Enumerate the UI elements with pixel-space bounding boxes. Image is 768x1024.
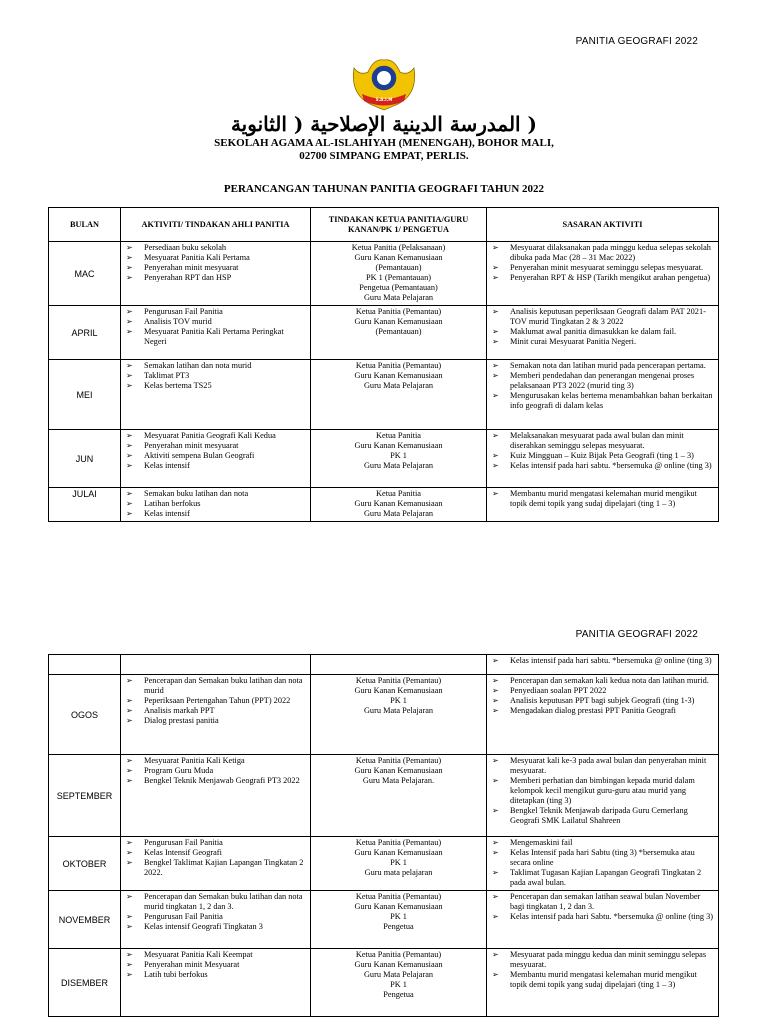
responsible-line: PK 1	[390, 980, 407, 989]
column-header-aktiviti: AKTIVITI/ TINDAKAN AHLI PANITIA	[121, 208, 311, 242]
responsible-line: Pengetua (Pemantauan)	[359, 283, 438, 292]
activity-item: ➢ Pengurusan Fail Panitia	[124, 838, 307, 848]
activities-cell	[121, 837, 311, 891]
table-row	[49, 837, 719, 891]
annual-plan-table-page-2	[48, 654, 719, 1017]
target-item: ➢ Pencerapan dan semakan latihan seawal bulan November bagi tingkatan 1, 2 dan 3.	[490, 892, 715, 912]
activity-item: ➢ Mesyuarat Panitia Kali Pertama Peringkat Negeri	[124, 327, 307, 347]
activity-item: ➢ Aktiviti sempena Bulan Geografi	[124, 451, 307, 461]
target-item: ➢ Maklumat awal panitia dimasukkan ke dalam fail.	[490, 327, 715, 337]
activity-item: ➢ Penyerahan minit mesyuarat	[124, 441, 307, 451]
responsible-line: Ketua Panitia	[376, 489, 421, 498]
targets-cell	[487, 891, 719, 949]
month-cell: OKTOBER	[49, 837, 121, 891]
responsible-line: Ketua Panitia (Pelaksanaan)	[351, 243, 446, 252]
responsible-line: Guru Kanan Kemanusiaan	[354, 253, 443, 262]
month-cell: JUN	[49, 430, 121, 488]
responsible-line: (Pemantauan)	[375, 263, 422, 272]
responsible-cell	[311, 488, 487, 522]
activity-item: ➢ Dialog prestasi panitia	[124, 716, 307, 726]
target-item: ➢ Analisis keputusan peperiksaan Geografi dalam PAT 2021-TOV murid Tingkatan 2 & 3 2022	[490, 307, 715, 327]
activity-item: ➢ Bengkel Teknik Menjawab Geografi PT3 2022	[124, 776, 307, 786]
target-item: ➢ Bengkel Teknik Menjawab daripada Guru Cemerlang Geografi SMK Lailatul Shahreen	[490, 806, 715, 826]
responsible-cell	[311, 755, 487, 837]
page-header-label: PANITIA GEOGRAFI 2022	[575, 36, 698, 47]
target-item: ➢ Analisis keputusan PPT bagi subjek Geografi (ting 1-3)	[490, 696, 715, 706]
responsible-line: PK 1	[390, 696, 407, 705]
responsible-line: Ketua Panitia	[376, 431, 421, 440]
activity-item: ➢ Kelas intensif	[124, 461, 307, 471]
responsible-line: PK 1	[390, 858, 407, 867]
responsible-line: Ketua Panitia (Pemantau)	[355, 756, 442, 765]
school-address-line-1: SEKOLAH AGAMA AL-ISLAHIYAH (MENENGAH), BOHOR MALI,	[214, 137, 554, 149]
responsible-line: Guru Mata Pelajaran	[363, 970, 434, 979]
responsible-line: Ketua Panitia (Pemantau)	[355, 361, 442, 370]
target-item: ➢ Pencerapan dan semakan kali kedua nota dan latihan murid.	[490, 676, 715, 686]
responsible-cell	[311, 655, 487, 675]
school-name-arabic: ( المدرسة الدينية الإصلاحية ( الثانوية	[230, 112, 538, 136]
target-item: ➢ Kelas intensif pada hari sabtu. *bersemuka @ online (ting 3)	[490, 461, 715, 471]
targets-cell	[487, 655, 719, 675]
responsible-line: Guru Kanan Kemanusiaan	[354, 499, 443, 508]
plan-title: PERANCANGAN TAHUNAN PANITIA GEOGRAFI TAHUN 2022	[223, 183, 545, 195]
activity-item: ➢ Pencerapan dan Semakan buku latihan dan nota murid	[124, 676, 307, 696]
responsible-line: PK 1	[390, 451, 407, 460]
responsible-line: PK 1	[390, 912, 407, 921]
table-row	[49, 949, 719, 1017]
activities-cell	[121, 430, 311, 488]
table-row	[49, 488, 719, 522]
activities-cell	[121, 242, 311, 306]
target-item: ➢ Kelas intensif pada hari Sabtu. *bersemuka @ online (ting 3)	[490, 912, 715, 922]
target-item: ➢ Semakan nota dan latihan murid pada pencerapan pertama.	[490, 361, 715, 371]
target-item: ➢ Penyerahan RPT & HSP (Tarikh mengikut arahan pengetua)	[490, 273, 715, 283]
responsible-line: Guru Mata Pelajaran	[363, 509, 434, 518]
responsible-line: Pengetua	[383, 922, 414, 931]
activity-item: ➢ Pengurusan Fail Panitia	[124, 307, 307, 317]
activity-item: ➢ Analisis markah PPT	[124, 706, 307, 716]
month-cell: DISEMBER	[49, 949, 121, 1017]
target-item: ➢ Mesyuarat pada minggu kedua dan minit seminggu selepas mesyuarat.	[490, 950, 715, 970]
responsible-cell	[311, 837, 487, 891]
target-item: ➢ Mesyuarat dilaksanakan pada minggu kedua selepas sekolah dibuka pada Mac (28 – 31 Mac 2022)	[490, 243, 715, 263]
activity-item: ➢ Taklimat PT3	[124, 371, 307, 381]
activity-item: ➢ Kelas bertema TS25	[124, 381, 307, 391]
activity-item: ➢ Penyerahan minit mesyuarat	[124, 263, 307, 273]
month-cell: SEPTEMBER	[49, 755, 121, 837]
activity-item: ➢ Program Guru Muda	[124, 766, 307, 776]
responsible-line: Guru Mata Pelajaran	[363, 461, 434, 470]
activities-cell	[121, 360, 311, 430]
responsible-line: Guru Kanan Kemanusiaan	[354, 317, 443, 326]
responsible-line: Guru Mata Pelajaran.	[362, 776, 435, 785]
target-item: ➢ Mengemaskini fail	[490, 838, 715, 848]
activities-cell	[121, 755, 311, 837]
annual-plan-table-page-1	[48, 207, 719, 522]
table-row	[49, 242, 719, 306]
responsible-cell	[311, 949, 487, 1017]
table-row	[49, 306, 719, 360]
activities-cell	[121, 655, 311, 675]
target-item: ➢ Membantu murid mengatasi kelemahan murid mengikut topik demi topik yang sudaj dipelajari (ting 1 – 3)	[490, 970, 715, 990]
school-address-line-2: 02700 SIMPANG EMPAT, PERLIS.	[299, 150, 469, 162]
month-cell: MEI	[49, 360, 121, 430]
responsible-line: Guru Kanan Kemanusiaan	[354, 441, 443, 450]
activity-item: ➢ Kelas Intensif Geografi	[124, 848, 307, 858]
month-cell: OGOS	[49, 675, 121, 755]
column-header-sasaran: SASARAN AKTIVITI	[487, 208, 719, 242]
responsible-cell	[311, 242, 487, 306]
target-item: ➢ Mesyuarat kali ke-3 pada awal bulan dan penyerahan minit mesyuarat.	[490, 756, 715, 776]
responsible-line: Guru Kanan Kemanusiaan	[354, 766, 443, 775]
responsible-line: Ketua Panitia (Pemantau)	[355, 307, 442, 316]
responsible-line: Guru Mata Pelajaran	[363, 381, 434, 390]
responsible-line: Ketua Panitia (Pemantau)	[355, 892, 442, 901]
month-cell: MAC	[49, 242, 121, 306]
responsible-line: Guru Kanan Kemanusiaan	[354, 371, 443, 380]
activity-item: ➢ Mesyuarat Panitia Kali Ketiga	[124, 756, 307, 766]
target-item: ➢ Mengurusakan kelas bertema menambahkan bahan berkaitan info geografi di dalam kelas	[490, 391, 715, 411]
activity-item: ➢ Semakan buku latihan dan nota	[124, 489, 307, 499]
responsible-line: Guru Mata Pelajaran	[363, 706, 434, 715]
activities-cell	[121, 949, 311, 1017]
target-item: ➢ Kuiz Mingguan – Kuiz Bijak Peta Geografi (ting 1 – 3)	[490, 451, 715, 461]
activity-item: ➢ Bengkel Taklimat Kajian Lapangan Tingkatan 2 2022.	[124, 858, 307, 878]
responsible-line: Ketua Panitia (Pemantau)	[355, 676, 442, 685]
activity-item: ➢ Latihan berfokus	[124, 499, 307, 509]
target-item: ➢ Minit curai Mesyuarat Panitia Negeri.	[490, 337, 715, 347]
target-item: ➢ Memberi pendedahan dan penerangan mengenai proses pelaksanaan PT3 2022 (murid ting 3)	[490, 371, 715, 391]
table-row	[49, 360, 719, 430]
target-item: ➢ Mengadakan dialog prestasi PPT Panitia Geografi	[490, 706, 715, 716]
activity-item: ➢ Semakan latihan dan nota murid	[124, 361, 307, 371]
responsible-line: Guru Mata Pelajaran	[363, 293, 434, 302]
activity-item: ➢ Peperiksaan Pertengahan Tahun (PPT) 2022	[124, 696, 307, 706]
targets-cell	[487, 488, 719, 522]
activity-item: ➢ Mesyuarat Panitia Kali Keempat	[124, 950, 307, 960]
month-cell: JULAI	[49, 488, 121, 522]
activities-cell	[121, 488, 311, 522]
responsible-cell	[311, 306, 487, 360]
table-row	[49, 430, 719, 488]
logo-text: S.A.I.M	[375, 97, 393, 102]
target-item: ➢ Memberi perhatian dan bimbingan kepada murid dalam kelompok kecil mengikut guru-guru atau murid yang ditetapkan (ting 3)	[490, 776, 715, 806]
column-header-tindakan: TINDAKAN KETUA PANITIA/GURU KANAN/PK 1/ PENGETUA	[311, 208, 487, 242]
column-header-bulan: BULAN	[49, 208, 121, 242]
responsible-line: Guru mata pelajaran	[364, 868, 433, 877]
table-row	[49, 891, 719, 949]
targets-cell	[487, 837, 719, 891]
targets-cell	[487, 430, 719, 488]
table-row	[49, 655, 719, 675]
target-item: ➢ Kelas intensif pada hari sabtu. *bersemuka @ online (ting 3)	[490, 656, 715, 666]
target-item: ➢ Penyerahan minit mesyuarat seminggu selepas mesyuarat.	[490, 263, 715, 273]
activity-item: ➢ Analisis TOV murid	[124, 317, 307, 327]
targets-cell	[487, 949, 719, 1017]
targets-cell	[487, 242, 719, 306]
school-crest-logo	[348, 54, 420, 112]
table-row	[49, 755, 719, 837]
target-item: ➢ Penyediaan soalan PPT 2022	[490, 686, 715, 696]
targets-cell	[487, 755, 719, 837]
target-item: ➢ Melaksanakan mesyuarat pada awal bulan dan minit diserahkan seminggu selepas mesyuarat.	[490, 431, 715, 451]
activity-item: ➢ Kelas intensif	[124, 509, 307, 519]
responsible-line: Ketua Panitia (Pemantau)	[355, 950, 442, 959]
activity-item: ➢ Kelas intensif Geografi Tingkatan 3	[124, 922, 307, 932]
activity-item: ➢ Mesyuarat Panitia Geografi Kali Kedua	[124, 431, 307, 441]
target-item: ➢ Membantu murid mengatasi kelemahan murid mengikut topik demi topik yang sudaj dipelajari (ting 1 – 3)	[490, 489, 715, 509]
activities-cell	[121, 675, 311, 755]
responsible-line: Pengetua	[383, 990, 414, 999]
month-cell: NOVEMBER	[49, 891, 121, 949]
activity-item: ➢ Latih tubi berfokus	[124, 970, 307, 980]
activity-item: ➢ Pencerapan dan Semakan buku latihan dan nota murid tingkatan 1, 2 dan 3.	[124, 892, 307, 912]
responsible-cell	[311, 675, 487, 755]
activities-cell	[121, 891, 311, 949]
month-cell: APRIL	[49, 306, 121, 360]
responsible-line: Guru Kanan Kemanusiaan	[354, 960, 443, 969]
target-item: ➢ Kelas Intensif pada hari Sabtu (ting 3) *bersemuka atau secara online	[490, 848, 715, 868]
target-item: ➢ Taklimat Tugasan Kajian Lapangan Geografi Tingkatan 2 pada awal bulan.	[490, 868, 715, 888]
responsible-cell	[311, 891, 487, 949]
targets-cell	[487, 360, 719, 430]
activity-item: ➢ Persediaan buku sekolah	[124, 243, 307, 253]
activity-item: ➢ Penyerahan minit Mesyuarat	[124, 960, 307, 970]
month-cell	[49, 655, 121, 675]
responsible-line: (Pemantauan)	[375, 327, 422, 336]
responsible-line: PK 1 (Pemantauan)	[366, 273, 431, 282]
responsible-cell	[311, 360, 487, 430]
targets-cell	[487, 675, 719, 755]
table-row	[49, 675, 719, 755]
targets-cell	[487, 306, 719, 360]
activities-cell	[121, 306, 311, 360]
responsible-line: Guru Kanan Kemanusiaan	[354, 848, 443, 857]
responsible-line: Guru Kanan Kemanusiaan	[354, 902, 443, 911]
responsible-line: Guru Kanan Kemanusiaan	[354, 686, 443, 695]
responsible-line: Ketua Panitia (Pemantau)	[355, 838, 442, 847]
responsible-cell	[311, 430, 487, 488]
page-header-label-2: PANITIA GEOGRAFI 2022	[575, 629, 698, 640]
activity-item: ➢ Pengurusan Fail Panitia	[124, 912, 307, 922]
activity-item: ➢ Mesyuarat Panitia Kali Pertama	[124, 253, 307, 263]
activity-item: ➢ Penyerahan RPT dan HSP	[124, 273, 307, 283]
